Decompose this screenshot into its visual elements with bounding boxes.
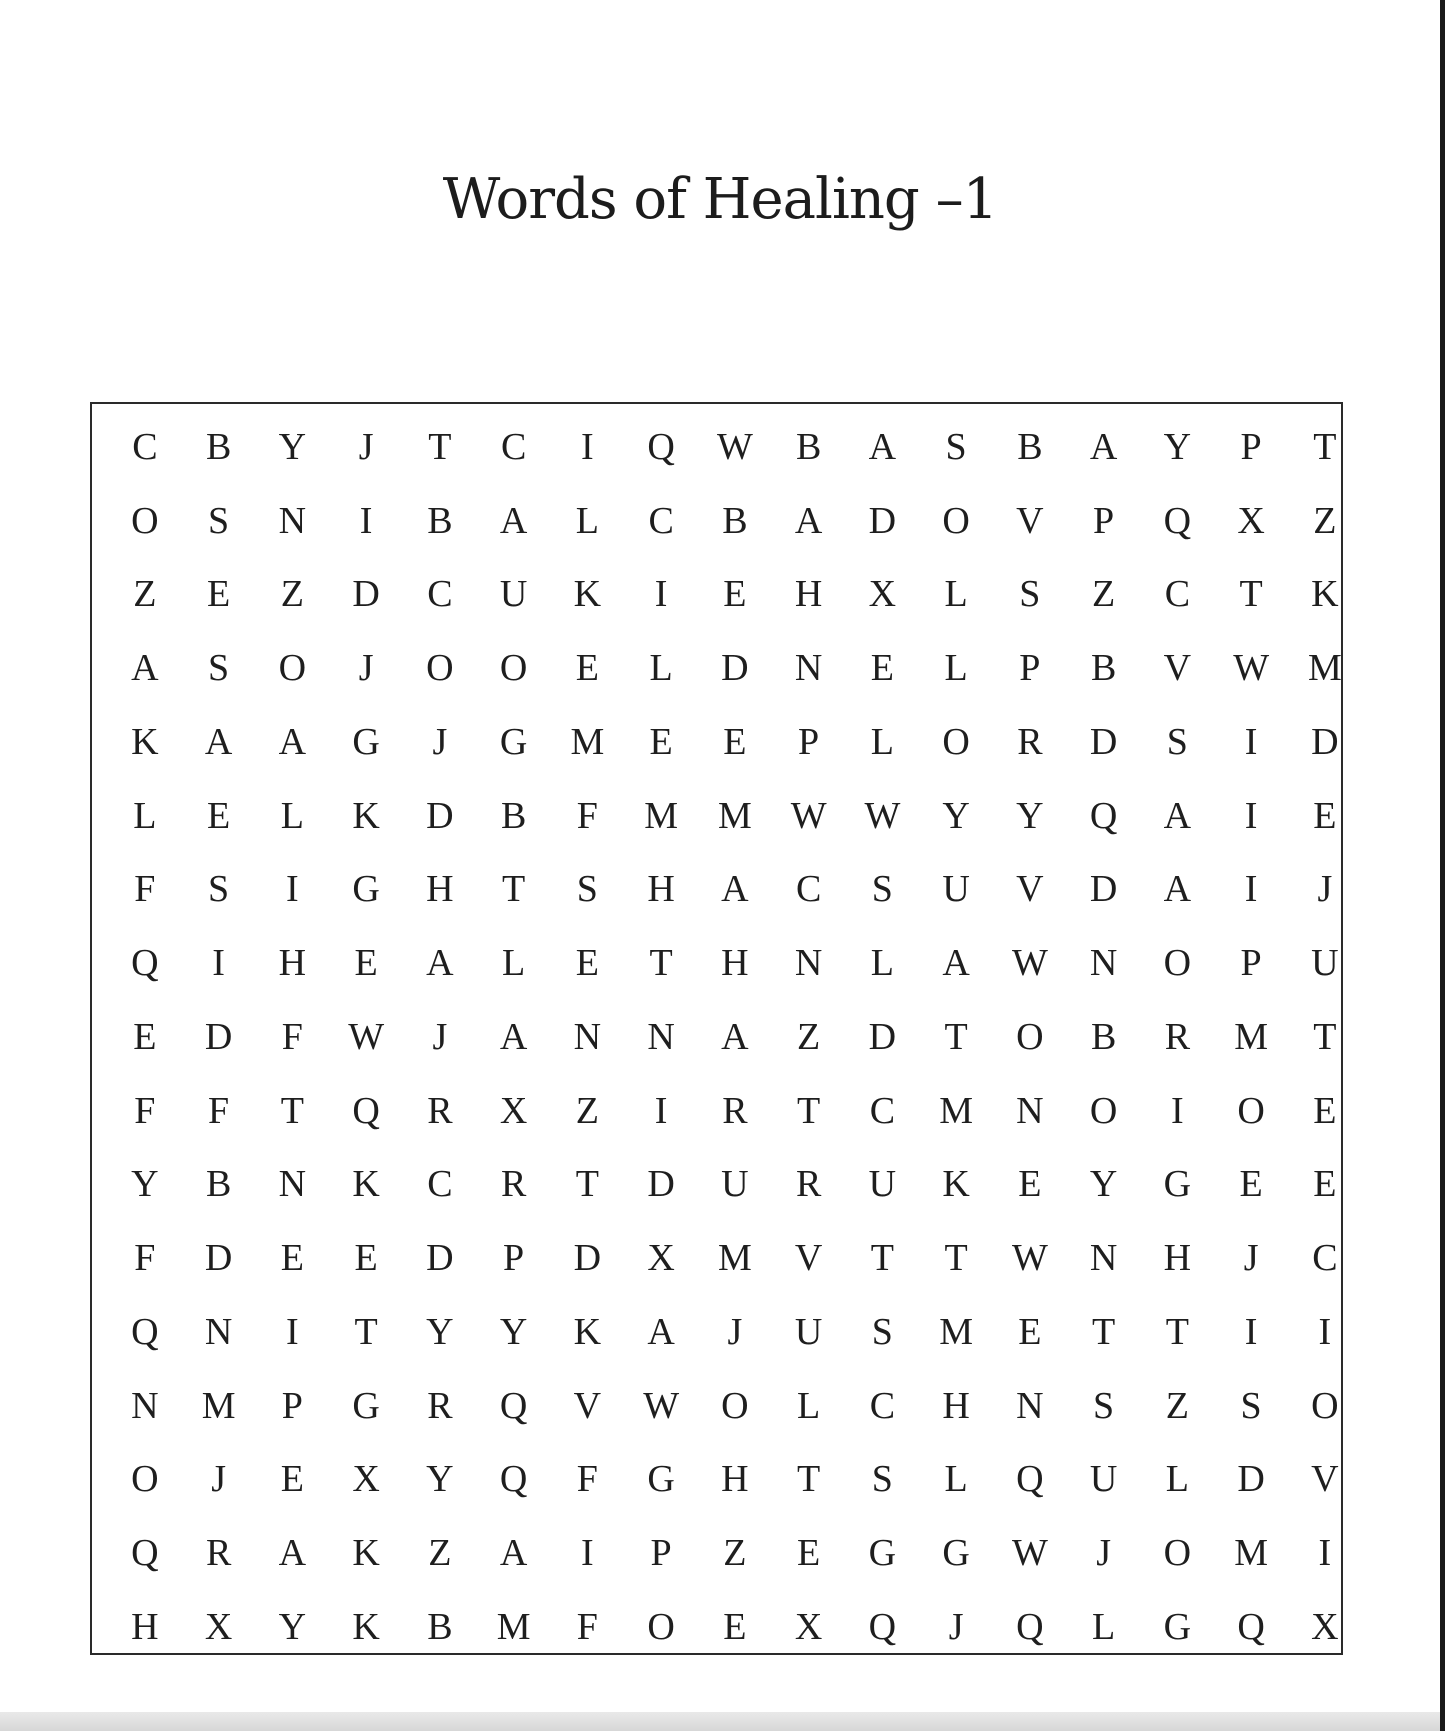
grid-letter: A [499,499,528,542]
grid-letter: D [204,1237,233,1280]
grid-letter: I [212,942,225,985]
grid-letter: E [1018,1163,1042,1206]
grid-letter: S [871,1310,893,1353]
grid-letter: P [1240,425,1262,468]
grid-letter: R [427,1384,453,1427]
grid-letter: D [204,1015,233,1058]
grid-letter: Y [131,1163,159,1206]
grid-letter: O [1016,1015,1044,1058]
grid-letter: T [944,1237,968,1280]
grid-letter: S [208,647,230,690]
grid-letter: B [500,794,527,837]
grid-letter: L [1165,1458,1189,1501]
grid-letter: Q [868,1605,897,1648]
grid-letter: A [1163,794,1192,837]
grid-letter: S [1166,720,1188,763]
grid-letter: E [207,794,231,837]
grid-letter: M [201,1384,236,1427]
grid-letter: J [1317,868,1333,911]
grid-letter: R [1017,720,1043,763]
grid-letter: A [1089,425,1118,468]
grid-letter: D [647,1163,675,1206]
grid-letter: L [502,942,526,985]
grid-letter: T [354,1310,378,1353]
grid-letter: K [352,1532,380,1575]
grid-letter: T [428,425,452,468]
grid-letter: W [1011,942,1048,985]
grid-letter: M [570,720,605,763]
grid-letter: P [281,1384,303,1427]
grid-letter: G [868,1532,897,1575]
grid-letter: F [576,794,598,837]
grid-letter: V [1163,647,1192,690]
grid-letter: A [499,1532,528,1575]
grid-letter: Z [797,1015,821,1058]
grid-letter: J [948,1605,964,1648]
grid-letter: Q [499,1384,528,1427]
puzzle-title: Words of Healing –1 [442,167,998,232]
grid-letter: F [134,868,156,911]
grid-letter: G [499,720,528,763]
grid-letter: I [1244,868,1258,911]
grid-letter: N [1089,1237,1118,1280]
grid-letter: Z [575,1089,599,1132]
grid-letter: X [1311,1605,1339,1648]
grid-letter: S [208,499,230,542]
grid-letter: L [870,720,894,763]
grid-letter: R [427,1089,453,1132]
grid-letter: I [286,868,299,911]
grid-letter: J [358,647,374,690]
grid-letter: I [1244,1310,1258,1353]
grid-letter: J [432,1015,448,1058]
grid-letter: Y [1163,425,1192,468]
grid-letter: I [1244,794,1258,837]
grid-letter: Z [1165,1384,1189,1427]
grid-letter: I [286,1310,299,1353]
grid-letter: Z [723,1532,747,1575]
grid-letter: Q [352,1089,380,1132]
grid-letter: W [790,794,827,837]
grid-letter: A [426,942,454,985]
grid-letter: O [131,1458,159,1501]
grid-letter: K [573,1310,602,1353]
grid-letter: I [359,499,373,542]
grid-letter: B [205,1163,232,1206]
grid-letter: C [1164,573,1191,616]
grid-letter: F [208,1089,230,1132]
grid-letter: N [794,647,823,690]
grid-letter: C [1312,1237,1338,1280]
grid-letter: D [868,1015,897,1058]
grid-letter: A [721,868,749,911]
grid-letter: U [1089,1458,1118,1501]
grid-letter: W [643,1384,680,1427]
grid-letter: M [939,1089,974,1132]
grid-letter: G [1163,1163,1192,1206]
grid-letter: U [942,868,970,911]
grid-letter: F [134,1089,156,1132]
grid-letter: Q [1089,794,1118,837]
grid-letter: B [205,425,232,468]
grid-letter: E [575,942,599,985]
grid-letter: L [280,794,304,837]
grid-letter: C [795,868,822,911]
grid-letter: L [870,942,894,985]
grid-letter: A [278,1532,307,1575]
grid-letter: P [503,1237,525,1280]
grid-letter: V [1016,868,1044,911]
grid-letter: D [1089,720,1118,763]
grid-letter: F [576,1458,598,1501]
grid-letter: H [794,573,823,616]
grid-letter: S [208,868,230,911]
grid-letter: J [432,720,448,763]
grid-letter: I [581,1532,594,1575]
grid-letter: D [1237,1458,1265,1501]
grid-letter: H [721,942,749,985]
grid-letter: S [871,868,893,911]
grid-letter: E [575,647,599,690]
grid-letter: D [1089,868,1118,911]
grid-letter: L [944,1458,968,1501]
grid-letter: V [1016,499,1044,542]
grid-letter: A [647,1310,675,1353]
grid-letter: I [654,1089,668,1132]
grid-letter: U [868,1163,897,1206]
grid-letter: X [794,1605,823,1648]
grid-letter: D [721,647,749,690]
grid-letter: M [1234,1532,1269,1575]
bottom-edge-strip [0,1712,1440,1731]
grid-letter: A [204,720,233,763]
grid-letter: N [647,1015,675,1058]
grid-letter: Y [278,1605,307,1648]
grid-letter: I [581,425,594,468]
grid-letter: Q [1163,499,1192,542]
grid-letter: N [131,1384,159,1427]
grid-letter: K [131,720,159,763]
grid-letter: J [727,1310,743,1353]
grid-letter: E [280,1237,304,1280]
grid-letter: A [942,942,970,985]
grid-letter: A [278,720,307,763]
grid-letter: M [1307,647,1342,690]
grid-letter: L [575,499,599,542]
grid-letter: W [348,1015,385,1058]
grid-letter: M [1234,1015,1269,1058]
grid-letter: P [1019,647,1041,690]
grid-letter: V [573,1384,602,1427]
grid-letter: E [1239,1163,1263,1206]
grid-letter: H [942,1384,970,1427]
grid-letter: O [1237,1089,1265,1132]
grid-letter: J [1096,1532,1112,1575]
grid-letter: C [132,425,158,468]
grid-letter: O [499,647,528,690]
grid-letter: B [1090,1015,1117,1058]
grid-letter: F [134,1237,156,1280]
grid-letter: T [944,1015,968,1058]
grid-letter: H [278,942,307,985]
grid-letter: N [1089,942,1118,985]
grid-letter: A [1163,868,1192,911]
grid-letter: K [1311,573,1339,616]
grid-letter: M [717,794,752,837]
grid-letter: T [1313,1015,1337,1058]
grid-letter: K [352,794,380,837]
grid-letter: G [352,868,380,911]
grid-letter: C [648,499,674,542]
grid-letter: E [723,1605,747,1648]
grid-letter: N [1016,1384,1044,1427]
grid-letter: I [1244,720,1258,763]
grid-letter: E [207,573,231,616]
grid-letter: M [717,1237,752,1280]
grid-letter: T [797,1089,821,1132]
grid-letter: D [573,1237,602,1280]
grid-letter: N [1016,1089,1044,1132]
grid-letter: L [944,647,968,690]
grid-letter: Z [428,1532,452,1575]
grid-letter: L [944,573,968,616]
grid-letter: C [869,1384,896,1427]
grid-letter: Y [942,794,970,837]
grid-letter: N [278,1163,307,1206]
grid-letter: K [352,1163,380,1206]
grid-letter: Q [1016,1458,1044,1501]
grid-letter: U [499,573,528,616]
grid-letter: B [427,499,453,542]
grid-letter: Q [1237,1605,1265,1648]
grid-letter: Q [131,1532,159,1575]
grid-letter: X [352,1458,380,1501]
grid-letter: Q [647,425,675,468]
grid-letter: O [278,647,307,690]
grid-letter: G [352,720,380,763]
grid-letter: N [204,1310,233,1353]
grid-letter: W [1233,647,1270,690]
grid-letter: R [722,1089,748,1132]
grid-letter: D [868,499,897,542]
grid-letter: E [723,720,747,763]
grid-letter: O [1163,1532,1192,1575]
grid-letter: T [280,1089,304,1132]
grid-letter: T [1092,1310,1116,1353]
grid-letter: C [427,1163,453,1206]
grid-letter: N [278,499,307,542]
grid-letter: O [1163,942,1192,985]
grid-letter: D [426,1237,454,1280]
grid-letter: E [1313,1089,1337,1132]
grid-letter: C [869,1089,896,1132]
grid-letter: R [205,1532,232,1575]
grid-letter: D [352,573,380,616]
grid-letter: L [649,647,673,690]
grid-letter: E [870,647,894,690]
grid-letter: Q [499,1458,528,1501]
grid-letter: B [1017,425,1043,468]
grid-letter: H [647,868,675,911]
grid-letter: W [864,794,901,837]
grid-letter: O [1089,1089,1118,1132]
grid-letter: E [133,1015,157,1058]
grid-letter: Y [1089,1163,1118,1206]
grid-letter: X [204,1605,233,1648]
grid-letter: R [795,1163,822,1206]
grid-letter: P [650,1532,672,1575]
grid-letter: B [795,425,822,468]
grid-letter: H [721,1458,749,1501]
grid-letter: R [500,1163,527,1206]
grid-letter: C [500,425,527,468]
grid-letter: L [1092,1605,1116,1648]
grid-letter: T [649,942,673,985]
grid-letter: A [721,1015,749,1058]
grid-letter: O [1311,1384,1339,1427]
grid-letter: A [794,499,823,542]
grid-letter: T [1313,425,1337,468]
grid-letter: O [426,647,454,690]
grid-letter: I [654,573,668,616]
grid-letter: O [942,720,970,763]
grid-letter: E [1018,1310,1042,1353]
grid-letter: K [352,1605,380,1648]
grid-letter: I [1318,1532,1332,1575]
grid-letter: J [358,425,374,468]
grid-letter: P [1240,942,1262,985]
grid-letter: E [1313,1163,1337,1206]
grid-letter: K [942,1163,970,1206]
grid-letter: W [1011,1532,1048,1575]
grid-letter: S [1019,573,1041,616]
word-search-grid [108,410,1362,1664]
grid-letter: A [131,647,159,690]
grid-letter: N [573,1015,602,1058]
word-search-frame [90,402,1343,1655]
grid-letter: P [798,720,820,763]
grid-letter: M [939,1310,974,1353]
grid-letter: Y [1016,794,1044,837]
grid-letter: M [644,794,679,837]
grid-letter: X [1237,499,1265,542]
grid-letter: Z [133,573,157,616]
grid-letter: X [868,573,897,616]
grid-letter: Y [426,1310,454,1353]
grid-letter: K [573,573,602,616]
grid-letter: N [794,942,823,985]
grid-letter: V [794,1237,823,1280]
grid-letter: S [945,425,967,468]
grid-letter: L [133,794,157,837]
grid-letter: E [649,720,673,763]
grid-letter: S [1093,1384,1115,1427]
grid-letter: T [1239,573,1263,616]
grid-letter: C [427,573,453,616]
grid-letter: E [280,1458,304,1501]
grid-letter: H [131,1605,159,1648]
grid-letter: W [716,425,753,468]
page-edge-border [1440,0,1445,1731]
grid-letter: A [868,425,897,468]
grid-letter: O [942,499,970,542]
grid-letter: M [496,1605,531,1648]
grid-letter: B [1090,647,1117,690]
grid-letter: A [499,1015,528,1058]
grid-letter: F [576,1605,598,1648]
grid-letter: T [502,868,526,911]
grid-letter: J [1243,1237,1259,1280]
grid-letter: Y [499,1310,528,1353]
grid-letter: Y [426,1458,454,1501]
grid-letter: W [1011,1237,1048,1280]
grid-letter: P [1093,499,1115,542]
grid-letter: X [499,1089,528,1132]
grid-letter: S [1240,1384,1262,1427]
grid-letter: Q [1016,1605,1044,1648]
grid-letter: F [281,1015,303,1058]
grid-letter: E [354,1237,378,1280]
grid-letter: O [647,1605,675,1648]
grid-letter: Z [1092,573,1116,616]
grid-letter: H [426,868,454,911]
grid-letter: Z [280,573,304,616]
grid-letter: U [721,1163,749,1206]
grid-letter: T [797,1458,821,1501]
grid-letter: L [797,1384,821,1427]
grid-letter: O [721,1384,749,1427]
grid-letter: R [1164,1015,1191,1058]
grid-letter: G [942,1532,970,1575]
grid-letter: E [723,573,747,616]
grid-letter: G [352,1384,380,1427]
grid-letter: T [870,1237,894,1280]
grid-letter: E [1313,794,1337,837]
grid-letter: U [1311,942,1339,985]
grid-letter: S [871,1458,893,1501]
grid-letter: H [1163,1237,1192,1280]
grid-letter: B [427,1605,453,1648]
grid-letter: I [1171,1089,1184,1132]
grid-letter: Z [1313,499,1337,542]
grid-letter: D [1311,720,1339,763]
grid-letter: T [1165,1310,1189,1353]
grid-letter: B [722,499,748,542]
grid-letter: T [575,1163,599,1206]
grid-letter: V [1311,1458,1339,1501]
grid-letter: Q [131,942,159,985]
grid-letter: I [1318,1310,1332,1353]
grid-letter: Y [278,425,307,468]
grid-letter: Q [131,1310,159,1353]
grid-letter: J [211,1458,227,1501]
grid-letter: X [647,1237,675,1280]
grid-letter: E [797,1532,821,1575]
grid-letter: D [426,794,454,837]
grid-letter: G [647,1458,675,1501]
grid-letter: S [576,868,598,911]
grid-letter: U [794,1310,823,1353]
grid-letter: E [354,942,378,985]
grid-letter: O [131,499,159,542]
grid-letter: G [1163,1605,1192,1648]
